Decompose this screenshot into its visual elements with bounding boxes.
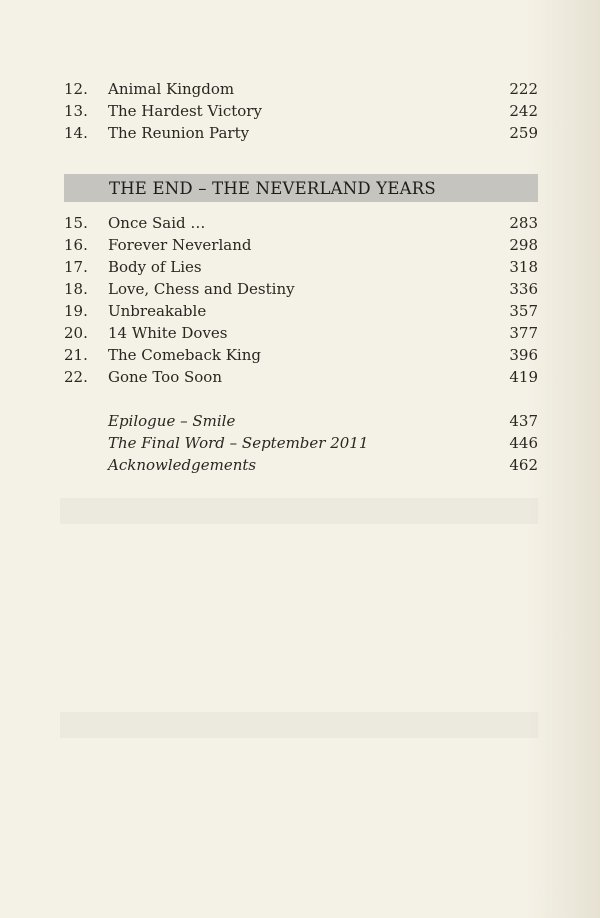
part-heading-band (64, 174, 538, 202)
chapter-title: Unbreakable (108, 302, 207, 320)
toc-entry-backmatter (64, 432, 538, 454)
chapter-title: The Comeback King (108, 346, 261, 364)
toc-entry (64, 122, 538, 144)
chapter-title: The Reunion Party (108, 124, 250, 142)
chapter-title: Once Said … (108, 214, 206, 232)
toc-entry (64, 234, 538, 256)
chapter-title: Gone Too Soon (108, 368, 222, 386)
chapter-number: 19. (64, 302, 88, 320)
page-number: 419 (509, 368, 538, 386)
show-through-band (60, 498, 538, 524)
chapter-title: Love, Chess and Destiny (108, 280, 295, 298)
chapter-title: 14 White Doves (108, 324, 228, 342)
chapter-number: 22. (64, 368, 88, 386)
backmatter-title: Epilogue – Smile (108, 412, 236, 430)
page-number: 222 (509, 80, 538, 98)
toc-entry (64, 78, 538, 100)
page-number: 318 (509, 258, 538, 276)
toc-entry (64, 300, 538, 322)
chapter-title: The Hardest Victory (108, 102, 262, 120)
backmatter-title: The Final Word – September 2011 (108, 434, 369, 452)
chapter-title: Body of Lies (108, 258, 202, 276)
page-number: 357 (509, 302, 538, 320)
toc-entry (64, 278, 538, 300)
chapter-number: 15. (64, 214, 88, 232)
page-number: 446 (509, 434, 538, 452)
page-number: 462 (509, 456, 538, 474)
page-number: 377 (509, 324, 538, 342)
toc-entry (64, 322, 538, 344)
page-number: 283 (509, 214, 538, 232)
toc-entry (64, 212, 538, 234)
page-number: 437 (509, 412, 538, 430)
chapter-number: 14. (64, 124, 88, 142)
page-number: 336 (509, 280, 538, 298)
toc-entry (64, 256, 538, 278)
page-number: 259 (509, 124, 538, 142)
chapter-number: 20. (64, 324, 88, 342)
chapter-number: 12. (64, 80, 88, 98)
backmatter-title: Acknowledgements (108, 456, 257, 474)
chapter-number: 21. (64, 346, 88, 364)
toc-entry (64, 366, 538, 388)
chapter-number: 17. (64, 258, 88, 276)
page-number: 396 (509, 346, 538, 364)
page-number: 298 (509, 236, 538, 254)
toc-entry-backmatter (64, 454, 538, 476)
toc-entry (64, 100, 538, 122)
chapter-number: 18. (64, 280, 88, 298)
chapter-title: Forever Neverland (108, 236, 252, 254)
show-through-band (60, 712, 538, 738)
page-number: 242 (509, 102, 538, 120)
chapter-title: Animal Kingdom (108, 80, 235, 98)
toc-entry (64, 344, 538, 366)
chapter-number: 16. (64, 236, 88, 254)
toc-entry-backmatter (64, 410, 538, 432)
chapter-number: 13. (64, 102, 88, 120)
part-heading: THE END – THE NEVERLAND YEARS (109, 178, 436, 198)
